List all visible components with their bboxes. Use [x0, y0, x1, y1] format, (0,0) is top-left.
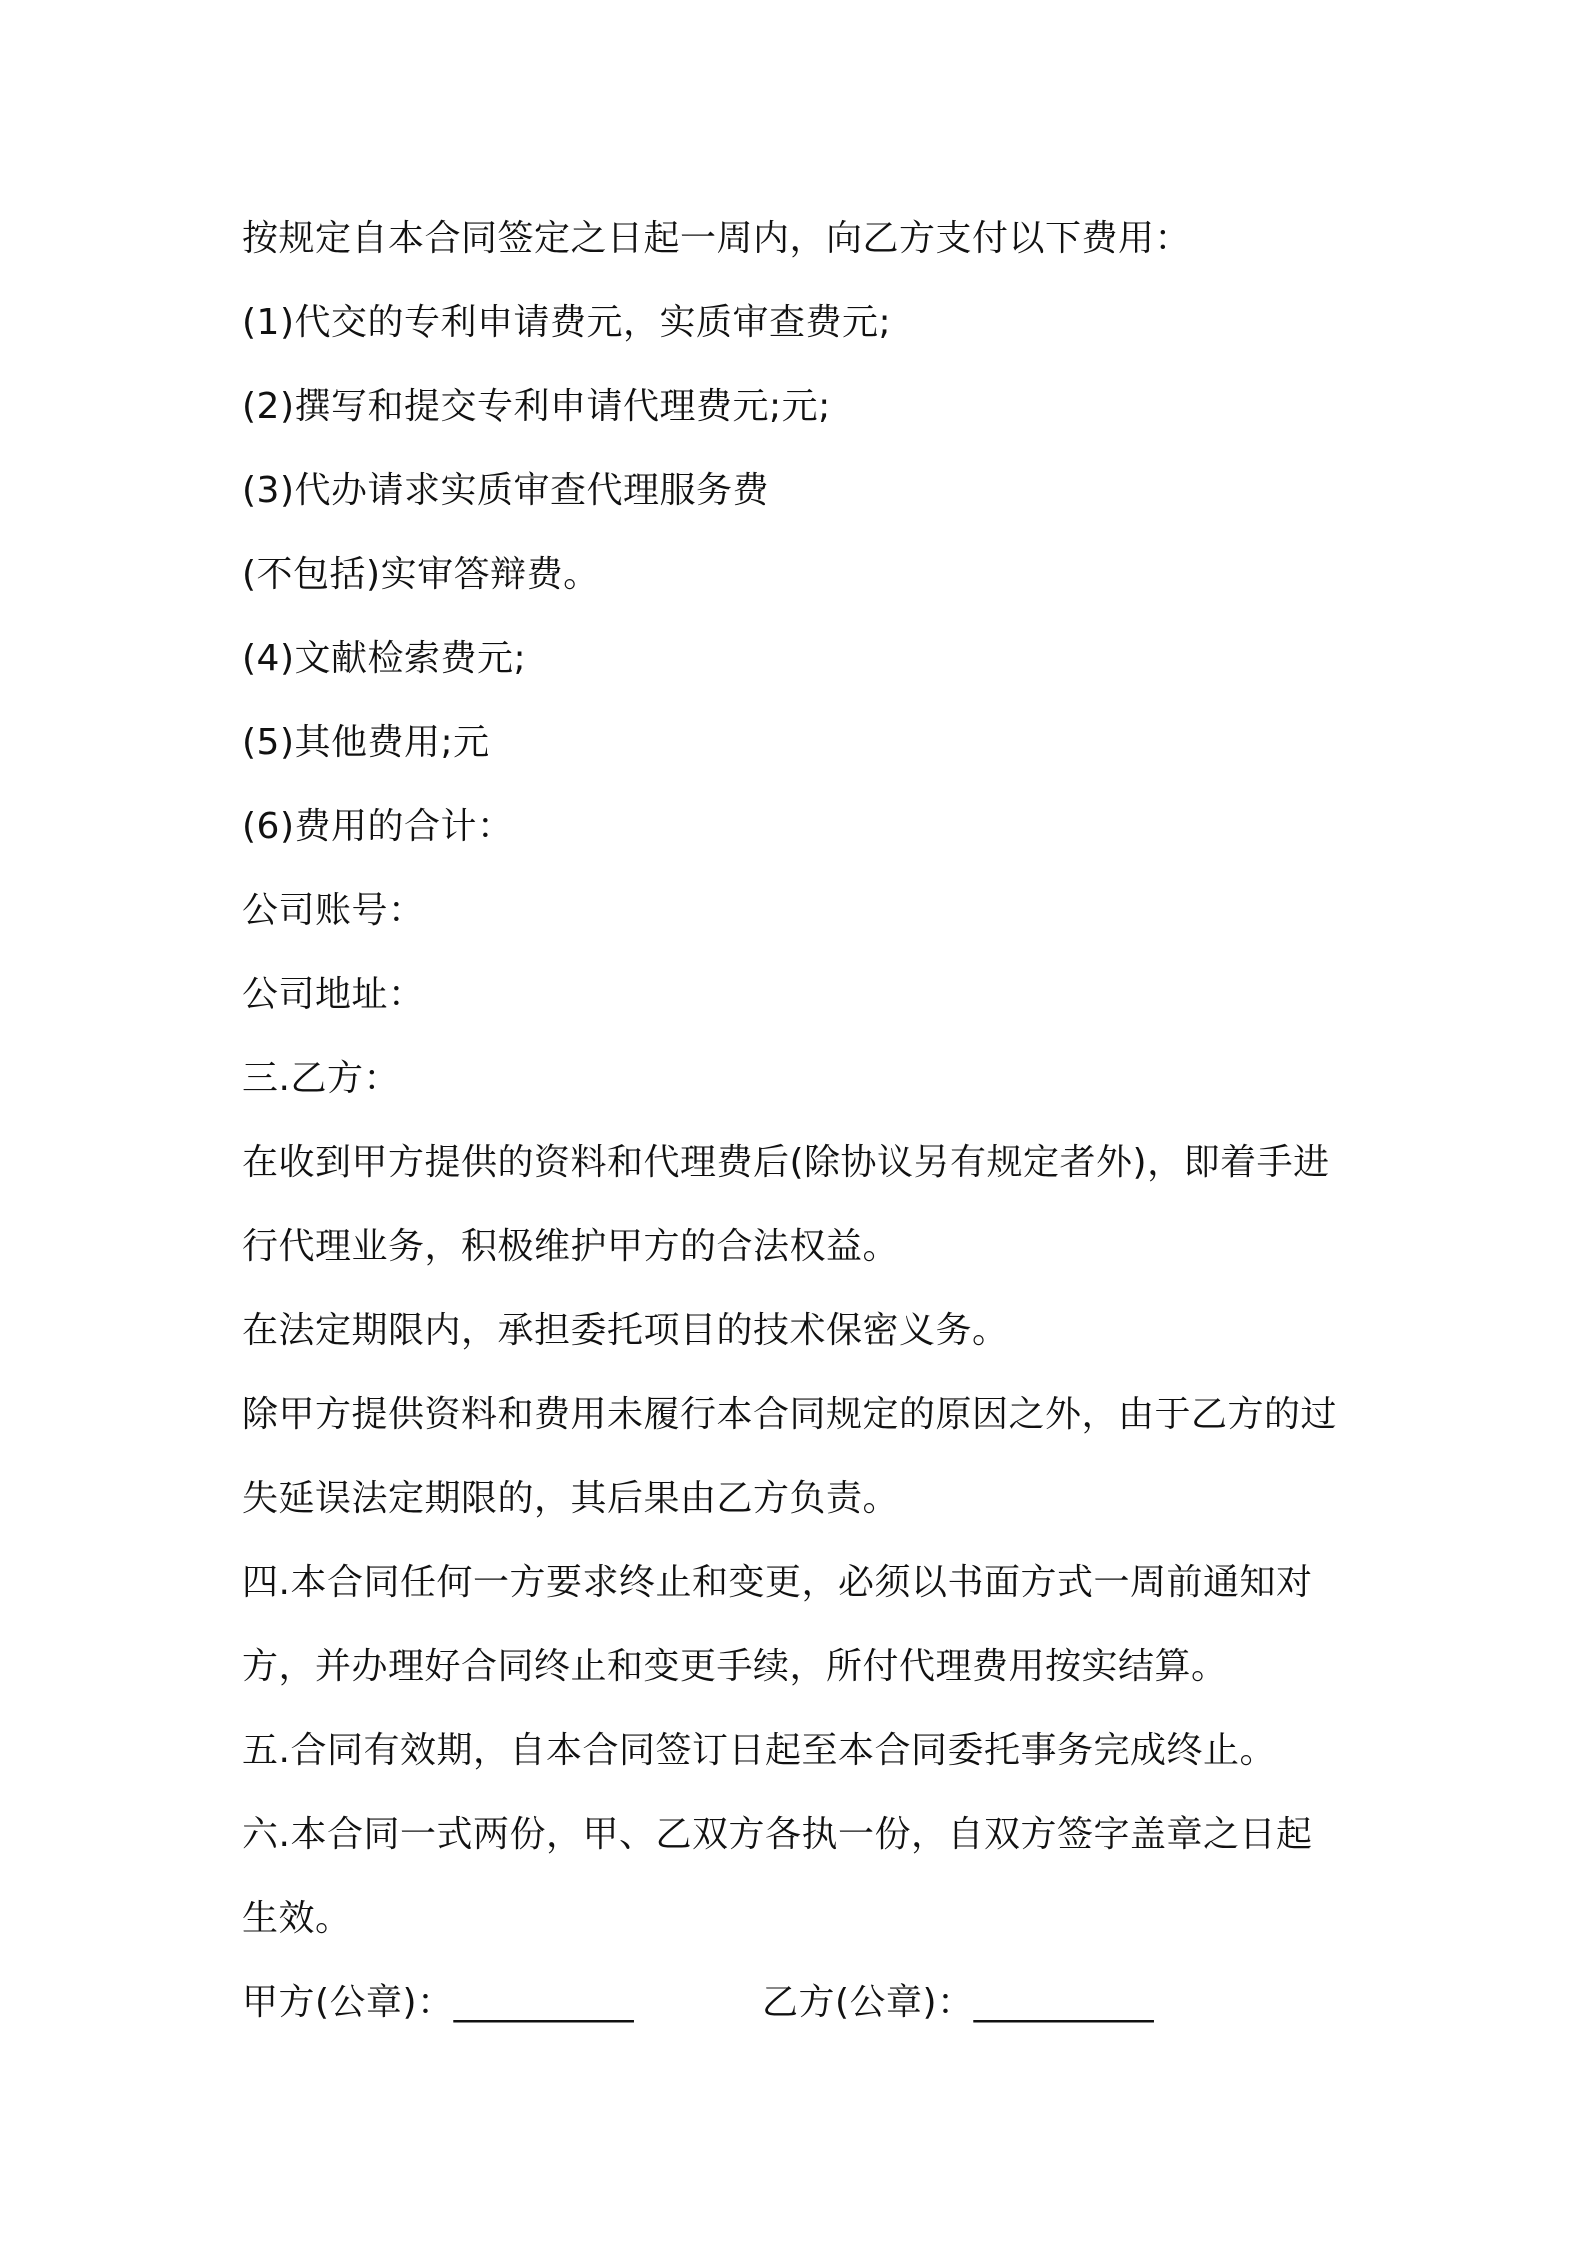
- document-body: [242, 197, 1372, 2045]
- text-line: 六.本合同一式两份，甲、乙双方各执一份，自双方签字盖章之日起: [242, 1814, 1313, 1855]
- text-line: (5)其他费用;元: [242, 722, 490, 763]
- text-line: 方，并办理好合同终止和变更手续，所付代理费用按实结算。: [242, 1646, 1228, 1687]
- text-line: 公司账号：: [242, 890, 425, 931]
- text-line: 在收到甲方提供的资料和代理费后(除协议另有规定者外)，即着手进: [242, 1142, 1330, 1183]
- party-b-signature: [762, 1961, 1154, 2045]
- party-a-label: 甲方(公章)：: [242, 1982, 454, 2023]
- text-line: 公司地址：: [242, 974, 425, 1015]
- text-line: 按规定自本合同签定之日起一周内，向乙方支付以下费用：: [242, 218, 1192, 259]
- text-line: 五.合同有效期，自本合同签订日起至本合同委托事务完成终止。: [242, 1730, 1276, 1771]
- text-line: 失延误法定期限的，其后果由乙方负责。: [242, 1478, 900, 1519]
- signature-row: [242, 1961, 1372, 2045]
- section-heading: 三.乙方：: [242, 1058, 400, 1099]
- text-line: (1)代交的专利申请费元，实质审查费元;: [242, 302, 892, 343]
- text-line: (6)费用的合计：: [242, 806, 514, 847]
- text-line: (3)代办请求实质审查代理服务费: [242, 470, 769, 511]
- text-line: 四.本合同任何一方要求终止和变更，必须以书面方式一周前通知对: [242, 1562, 1313, 1603]
- party-a-signature: [242, 1961, 762, 2045]
- party-a-blank: __________: [453, 1982, 634, 2023]
- text-line: (不包括)实审答辩费。: [242, 554, 600, 595]
- text-line: (2)撰写和提交专利申请代理费元;元;: [242, 386, 831, 427]
- text-line: 生效。: [242, 1898, 352, 1939]
- text-line: 行代理业务，积极维护甲方的合法权益。: [242, 1226, 900, 1267]
- text-line: (4)文献检索费元;: [242, 638, 527, 679]
- text-line: 除甲方提供资料和费用未履行本合同规定的原因之外，由于乙方的过: [242, 1394, 1338, 1435]
- text-line: 在法定期限内，承担委托项目的技术保密义务。: [242, 1310, 1009, 1351]
- party-b-blank: __________: [973, 1982, 1154, 2023]
- party-b-label: 乙方(公章)：: [762, 1982, 974, 2023]
